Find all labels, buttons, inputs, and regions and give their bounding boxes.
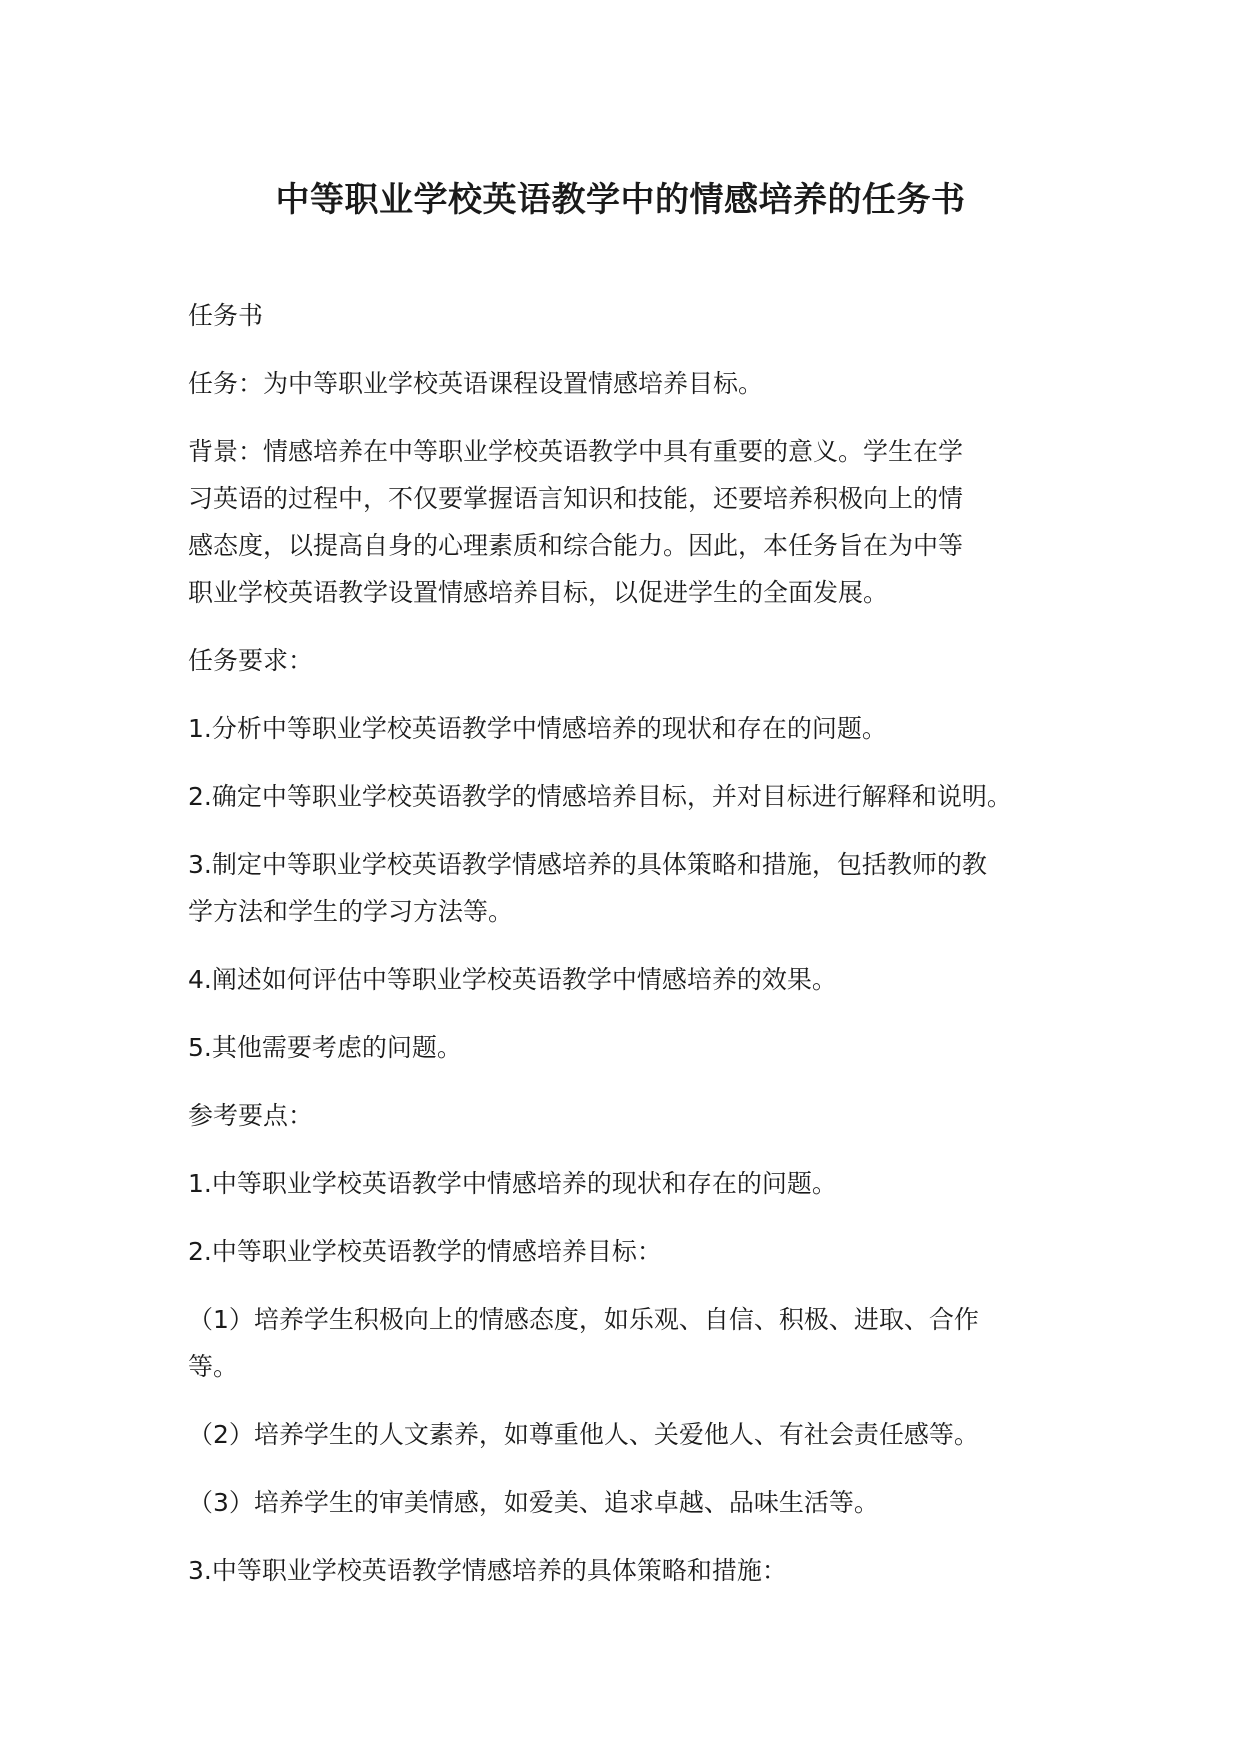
document-title: 中等职业学校英语教学中的情感培养的任务书 bbox=[275, 180, 966, 220]
text-line: 感态度，以提高自身的心理素质和综合能力。因此，本任务旨在为中等 bbox=[188, 531, 964, 560]
paragraph bbox=[188, 1160, 1068, 1207]
text-line: 3.制定中等职业学校英语教学情感培养的具体策略和措施，包括教师的教 bbox=[188, 850, 987, 879]
text-line: 任务要求： bbox=[188, 646, 314, 675]
paragraph bbox=[188, 1228, 1068, 1275]
paragraph bbox=[188, 773, 1068, 820]
paragraph bbox=[188, 637, 1068, 684]
text-line: 等。 bbox=[188, 1352, 239, 1381]
text-line: 学方法和学生的学习方法等。 bbox=[188, 897, 514, 926]
document-body bbox=[188, 292, 1068, 1615]
text-line: 5.其他需要考虑的问题。 bbox=[188, 1033, 462, 1062]
paragraph bbox=[188, 1024, 1068, 1071]
text-line: 习英语的过程中，不仅要掌握语言知识和技能，还要培养积极向上的情 bbox=[188, 484, 964, 513]
text-line: 1.分析中等职业学校英语教学中情感培养的现状和存在的问题。 bbox=[188, 714, 887, 743]
paragraph bbox=[188, 360, 1068, 407]
paragraph bbox=[188, 1092, 1068, 1139]
text-line: 1.中等职业学校英语教学中情感培养的现状和存在的问题。 bbox=[188, 1169, 837, 1198]
paragraph bbox=[188, 1296, 1068, 1390]
text-line: （1）培养学生积极向上的情感态度，如乐观、自信、积极、进取、合作 bbox=[188, 1305, 979, 1334]
paragraph bbox=[188, 841, 1068, 935]
paragraph bbox=[188, 1547, 1068, 1594]
paragraph bbox=[188, 1411, 1068, 1458]
paragraph bbox=[188, 1479, 1068, 1526]
text-line: 2.确定中等职业学校英语教学的情感培养目标，并对目标进行解释和说明。 bbox=[188, 782, 1012, 811]
text-line: 职业学校英语教学设置情感培养目标，以促进学生的全面发展。 bbox=[188, 578, 889, 607]
paragraph bbox=[188, 705, 1068, 752]
text-line: 2.中等职业学校英语教学的情感培养目标： bbox=[188, 1237, 662, 1266]
paragraph bbox=[188, 428, 1068, 616]
text-line: 4.阐述如何评估中等职业学校英语教学中情感培养的效果。 bbox=[188, 965, 837, 994]
text-line: （2）培养学生的人文素养，如尊重他人、关爱他人、有社会责任感等。 bbox=[188, 1420, 979, 1449]
text-line: 任务书 bbox=[188, 301, 264, 330]
text-line: 参考要点： bbox=[188, 1101, 314, 1130]
paragraph bbox=[188, 292, 1068, 339]
paragraph bbox=[188, 956, 1068, 1003]
text-line: 任务：为中等职业学校英语课程设置情感培养目标。 bbox=[188, 369, 764, 398]
text-line: 3.中等职业学校英语教学情感培养的具体策略和措施： bbox=[188, 1556, 787, 1585]
text-line: 背景：情感培养在中等职业学校英语教学中具有重要的意义。学生在学 bbox=[188, 437, 964, 466]
text-line: （3）培养学生的审美情感，如爱美、追求卓越、品味生活等。 bbox=[188, 1488, 879, 1517]
